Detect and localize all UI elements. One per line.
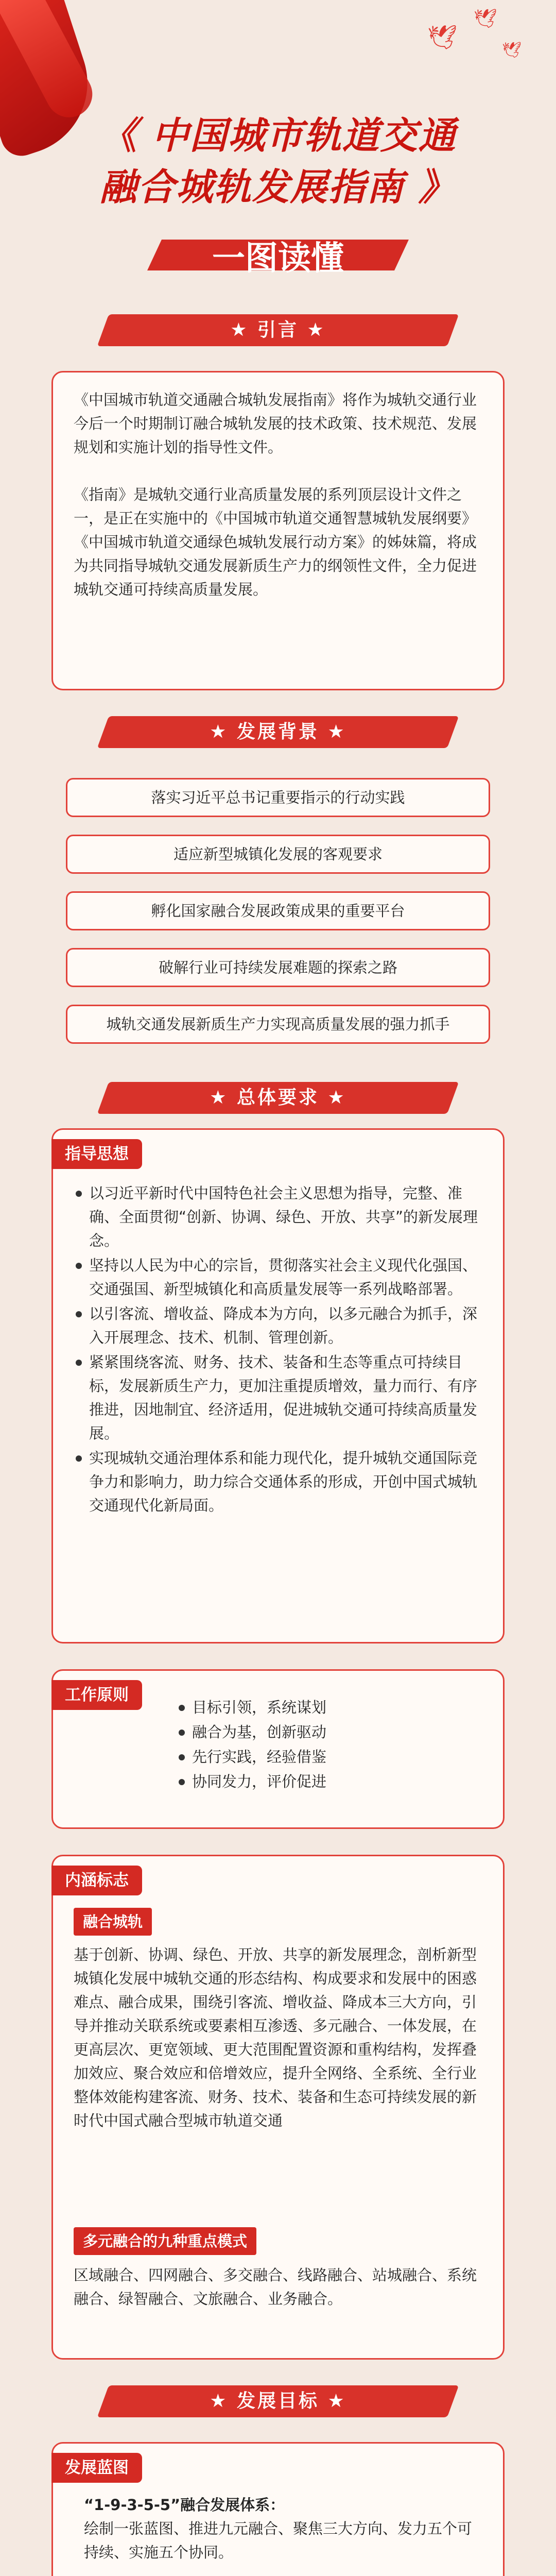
guiding-list-wrap — [74, 1181, 485, 1518]
principle-item: 融合为基，创新驱动 — [192, 1720, 465, 1744]
subtitle-banner — [154, 227, 402, 283]
section-header-background — [103, 716, 453, 748]
blueprint-line1: “1-9-3-5-5”融合发展体系： — [84, 2496, 285, 2514]
subtitle: 一图读懂 — [212, 240, 344, 278]
section-title: ★ 引言 ★ — [230, 319, 326, 341]
guiding-list — [74, 1181, 485, 1517]
blueprint-text-wrap — [84, 2493, 485, 2564]
connotation-tag: 内涵标志 — [51, 1866, 142, 1895]
intro-paragraph-2: 《指南》是城轨交通行业高质量发展的系列顶层设计文件之一，是正在实施中的《中国城市轨道交通智慧城轨发展纲要》《中国城市轨道交通绿色城轨发展行动方案》的姊妹篇，将成为共同指导城轨交通发展新质生产力的纲领性文件，全力促进城轨交通可持续高质量发展。 — [74, 486, 477, 598]
connotation-subtag-1: 融合城轨 — [74, 1908, 152, 1936]
background-item: 适应新型城镇化发展的客观要求 — [66, 835, 490, 874]
blueprint-tag: 发展蓝图 — [51, 2453, 142, 2483]
main-title-line1: 《 中国城市轨道交通 — [99, 113, 457, 157]
dove-icon: 🕊 — [502, 41, 522, 59]
guiding-item: 紧紧围绕客流、财务、技术、装备和生态等重点可持续目标，发展新质生产力，更加注重提质增效，量力而行、有序推进，因地制宜、经济适用，促进城轨交通可持续高质量发展。 — [89, 1350, 485, 1445]
connotation-paragraph-1: 基于创新、协调、绿色、开放、共享的新发展理念，剖析新型城镇化发展中城轨交通的形态结构、构成要求和发展中的困惑难点、融合成果，围绕引客流、增收益、降成本三大方向，引导并推动关联系统或要素相互渗透、多元融合、一体发展，在更高层次、更宽领域、更大范围配置资源和重构结构，发挥叠加效应、聚合效应和倍增效应，提升全网络、全系统、全行业整体效能构建客流、财务、技术、装备和生态可持续发展的新时代中国式融合型城市轨道交通 — [74, 1946, 477, 2129]
intro-paragraph-1: 《中国城市轨道交通融合城轨发展指南》将作为城轨交通行业今后一个时期制订融合城轨发展的技术政策、技术规范、发展规划和实施计划的指导性文件。 — [74, 391, 477, 456]
guiding-item: 实现城轨交通治理体系和能力现代化，提升城轨交通国际竞争力和影响力，助力综合交通体系的形成，开创中国式城轨交通现代化新局面。 — [89, 1446, 485, 1517]
principles-tag: 工作原则 — [51, 1680, 142, 1710]
principles-card — [51, 1669, 505, 1829]
principle-item: 协同发力，评价促进 — [192, 1770, 465, 1793]
section-title: ★ 总体要求 ★ — [210, 1087, 346, 1108]
section-header-overall — [103, 1082, 453, 1114]
dove-icon: 🕊 — [474, 8, 497, 29]
connotation-subtag-2: 多元融合的九种重点模式 — [74, 2227, 256, 2255]
connotation-text-wrap-2 — [74, 2263, 485, 2311]
connotation-card — [51, 1855, 505, 2360]
principles-list-wrap — [177, 1696, 465, 1794]
principle-item: 目标引领，系统谋划 — [192, 1696, 465, 1719]
blueprint-line2: 绘制一张蓝图、推进九元融合、聚焦三大方向、发力五个可持续、实施五个协同。 — [84, 2520, 473, 2561]
connotation-text-wrap-1 — [74, 1943, 485, 2132]
dove-icon: 🕊 — [427, 23, 458, 51]
intro-card — [51, 371, 505, 690]
section-title: ★ 发展背景 ★ — [210, 721, 346, 742]
guiding-item: 以习近平新时代中国特色社会主义思想为指导，完整、准确、全面贯彻“创新、协调、绿色、开放、共享”的新发展理念。 — [89, 1181, 485, 1252]
background-item: 落实习近平总书记重要指示的行动实践 — [66, 778, 490, 817]
section-header-intro — [103, 314, 453, 346]
background-item: 孵化国家融合发展政策成果的重要平台 — [66, 891, 490, 930]
guiding-item: 坚持以人民为中心的宗旨，贯彻落实社会主义现代化强国、交通强国、新型城镇化和高质量发展等一系列战略部署。 — [89, 1253, 485, 1301]
main-title-line2: 融合城轨发展指南 》 — [99, 165, 457, 209]
section-title: ★ 发展目标 ★ — [210, 2391, 346, 2412]
principle-item: 先行实践，经验借鉴 — [192, 1745, 465, 1769]
background-item: 城轨交通发展新质生产力实现高质量发展的强力抓手 — [66, 1005, 490, 1044]
guiding-tag: 指导思想 — [51, 1139, 142, 1169]
section-header-goals — [103, 2385, 453, 2417]
principles-list — [177, 1696, 465, 1793]
guiding-item: 以引客流、增收益、降成本为方向，以多元融合为抓手，深入开展理念、技术、机制、管理创新。 — [89, 1302, 485, 1349]
connotation-paragraph-2: 区域融合、四网融合、多交融合、线路融合、站城融合、系统融合、绿智融合、文旅融合、业务融合。 — [74, 2266, 477, 2308]
guiding-card — [51, 1128, 505, 1643]
background-item: 破解行业可持续发展难题的探索之路 — [66, 948, 490, 987]
blueprint-card — [51, 2442, 505, 2576]
